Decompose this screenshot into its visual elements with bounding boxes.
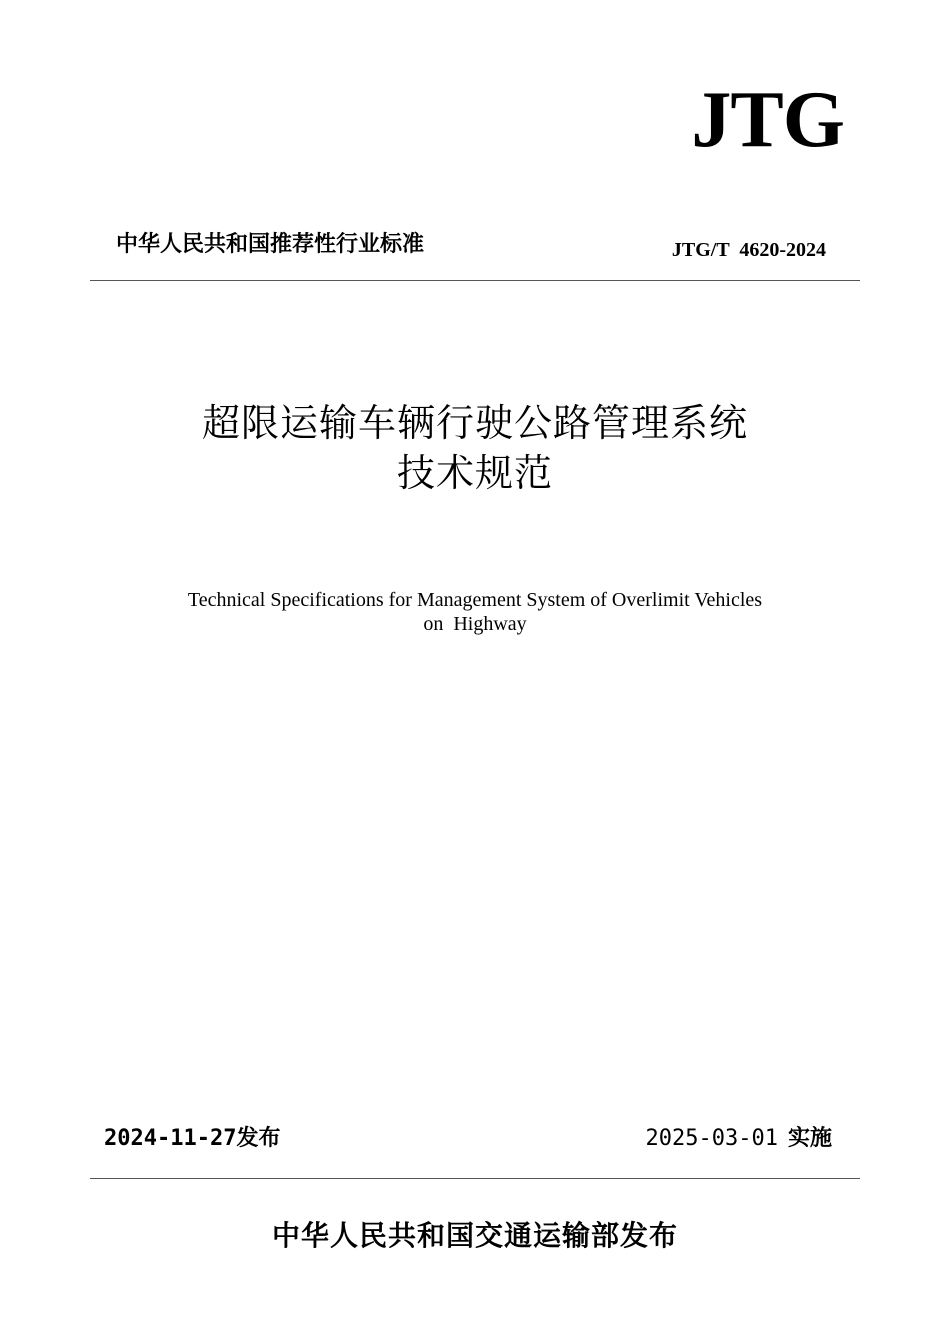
english-title	[0, 588, 950, 636]
english-title-line-2: on Highway	[423, 613, 527, 635]
chinese-title	[0, 398, 950, 498]
implementation-date: 2025-03-01	[645, 1126, 778, 1151]
implementation-date-block	[646, 1128, 832, 1150]
issue-date-block	[104, 1128, 280, 1150]
issue-label: 发布	[236, 1126, 281, 1151]
publisher: 中华人民共和国交通运输部发布	[271, 1219, 678, 1252]
standard-header	[90, 230, 860, 281]
english-title-line-1: Technical Specifications for Management System of Overlimit Vehicles	[187, 589, 763, 611]
implementation-label: 实施	[787, 1126, 832, 1151]
issue-date: 2024-11-27	[104, 1126, 237, 1151]
standard-number: JTG/T 4620-2024	[671, 239, 826, 261]
chinese-title-line-2: 技术规范	[396, 451, 553, 495]
jtg-logo: JTG	[691, 76, 844, 164]
standard-category: 中华人民共和国推荐性行业标准	[116, 232, 425, 257]
dates-row	[90, 1120, 860, 1179]
chinese-title-line-1: 超限运输车辆行驶公路管理系统	[201, 401, 748, 445]
